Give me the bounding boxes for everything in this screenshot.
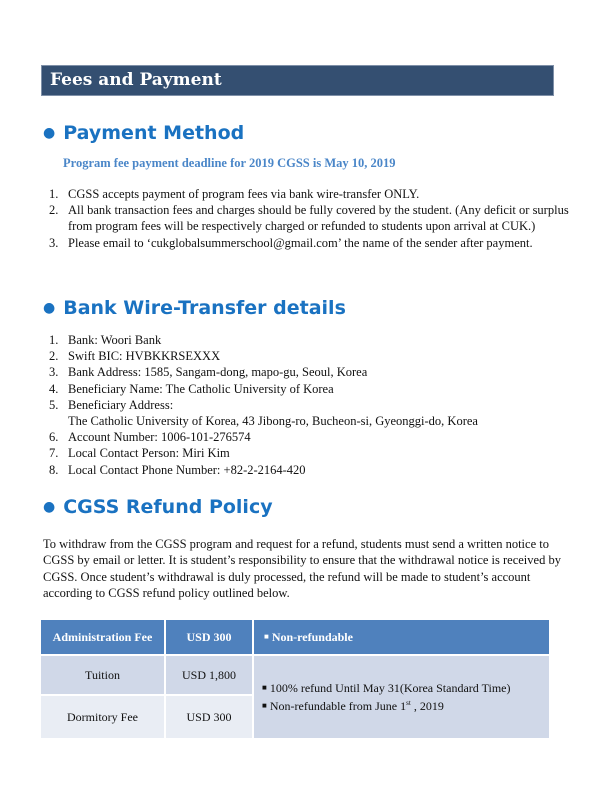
list-item: 7. Local Contact Person: Miri Kim xyxy=(49,446,230,461)
header-item: Administration Fee xyxy=(40,619,165,655)
refund-policy-cell xyxy=(253,655,550,739)
refund-paragraph: To withdraw from the CGSS program and request for a refund, students must send a written notice to CGSS by email or letter. It is student’s responsibility to ensure that the withdrawal notice is received by CGSS. Once student’s withdrawal is duly processed, the refund will be made to student’s account according to CGSS refund policy outlined below. xyxy=(43,537,561,600)
list-item: 5. Beneficiary Address: The Catholic University of Korea, 43 Jibong-ro, Bucheon-si, Gyeonggi-do, Korea xyxy=(49,397,478,429)
square-bullet-icon: ■ xyxy=(264,631,269,641)
payment-method-list xyxy=(43,186,573,251)
square-bullet-icon: ■ xyxy=(262,701,267,710)
list-item: 4. Beneficiary Name: The Catholic University of Korea xyxy=(49,381,334,396)
table-row xyxy=(40,655,550,695)
header-policy: ■ Non-refundable xyxy=(253,619,550,655)
row-amount: USD 300 xyxy=(165,695,253,739)
banner-title: Fees and Payment xyxy=(50,70,222,90)
row-amount: USD 1,800 xyxy=(165,655,253,695)
list-item: 1. Bank: Woori Bank xyxy=(49,333,162,347)
list-item: 3. Please email to ‘cukglobalsummerschool@gmail.com’ the name of the sender after payment. xyxy=(49,235,533,250)
bank-details-list xyxy=(43,332,573,478)
row-item: Dormitory Fee xyxy=(40,695,165,739)
bank-details-heading: ● Bank Wire-Transfer details xyxy=(43,297,346,319)
row-item: Tuition xyxy=(40,655,165,695)
refund-policy-heading: ● CGSS Refund Policy xyxy=(43,496,273,518)
list-item: 3. Bank Address: 1585, Sangam-dong, mapo-gu, Seoul, Korea xyxy=(49,365,368,380)
policy-line: ■ 100% refund Until May 31(Korea Standard Time) xyxy=(262,681,511,695)
section-banner xyxy=(41,65,554,96)
bullet-icon: ● xyxy=(43,300,56,316)
list-item: 2. All bank transaction fees and charges should be fully covered by the student. (Any deficit or surplus from program fees will be respectively charged or refunded to students upon arrival at CUK.) xyxy=(49,203,569,234)
policy-line: ■ Non-refundable from June 1st , 2019 xyxy=(262,699,444,713)
header-amount: USD 300 xyxy=(165,619,253,655)
payment-deadline: Program fee payment deadline for 2019 CGSS is May 10, 2019 xyxy=(63,156,396,170)
square-bullet-icon: ■ xyxy=(262,683,267,692)
list-item: 2. Swift BIC: HVBKKRSEXXX xyxy=(49,349,221,364)
bullet-icon: ● xyxy=(43,499,56,515)
list-item: 1. CGSS accepts payment of program fees via bank wire-transfer ONLY. xyxy=(49,187,420,201)
bullet-icon: ● xyxy=(43,125,56,141)
payment-method-heading: ● Payment Method xyxy=(43,122,245,144)
table-header-row xyxy=(40,619,550,655)
refund-table xyxy=(39,618,551,740)
list-item: 6. Account Number: 1006-101-276574 xyxy=(49,430,251,445)
list-item: 8. Local Contact Phone Number: +82-2-2164-420 xyxy=(49,462,306,477)
